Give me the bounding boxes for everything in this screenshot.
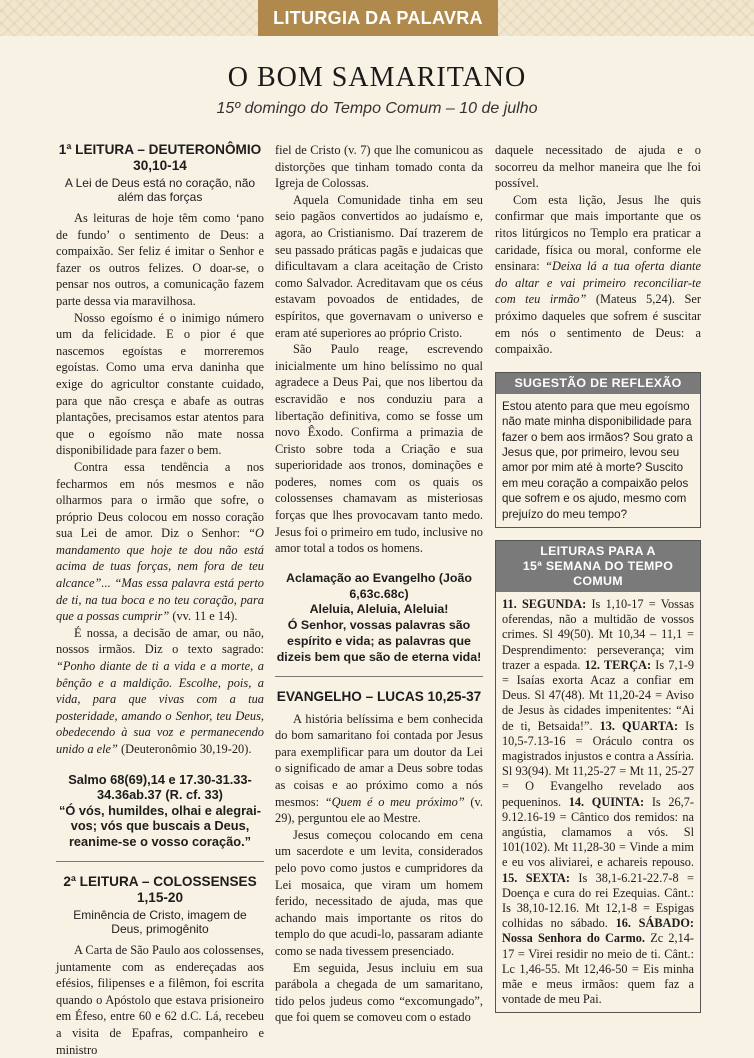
- day-label: 12. TERÇA:: [584, 657, 652, 672]
- title-line: 15ª SEMANA DO TEMPO COMUM: [522, 558, 674, 588]
- weekly-readings-title: [496, 541, 700, 592]
- column-3: [495, 142, 701, 1013]
- day-text: Is 38,1-6.21-22.7-8 = Doença e cura do rei Ezequias. Cânt.: Is 38,10-12.16. Mt 12,1-8 = Espigas colhidas no sábado.: [502, 870, 694, 931]
- reading1-paragraph: [56, 625, 264, 758]
- reading1-heading: 1ª LEITURA – DEUTERONÔMIO 30,10-14: [58, 142, 262, 173]
- title-line: LEITURAS PARA A: [540, 543, 656, 558]
- day-text: Is 7,1-9 = Isaías exorta Acaz a confiar em Deus. Sl 47(48). Mt 11,20-24 = Aviso de Jesus às cidades impenitentes: “Ai de ti, Betsaida!”.: [502, 657, 694, 733]
- reading2-paragraph: São Paulo reage, escrevendo inicialmente um hino belíssimo no qual agradece a Deus Pai, que nos libertou da escravidão e nos conduziu para a libertação definitiva, como se fosse um novo Êxodo. Confirma a primazia de Cristo sobre toda a Criação e sua superioridade aos tronos, dominações e poderes, nomes com os quais os colossenses chamavam as misteriosas forças que lhes provocavam tanto medo. Jesus foi o primeiro em tudo, inclusive no amor total a todos os homens.: [275, 342, 483, 556]
- text-span: (Mateus 5,24). Ser próximo daqueles que sofrem é suscitar em nós o sentimento de Deus: a compaixão.: [495, 292, 701, 357]
- text-span: É nossa, a decisão de amar, ou não, nossos irmãos. Diz o texto sagrado:: [56, 625, 264, 657]
- reflection-text: Estou atento para que meu egoísmo não mate minha disponibilidade para fazer o bem aos irmãos? Sou grato a Jesus que, por primeiro, levou seu amor por mim até à morte? Suscito em meu coração a compaixão pelos que sofrem e os ajudo, mesmo com prejuízo do meu tempo?: [502, 399, 693, 521]
- quote-span: “Deixa lá a tua oferta diante do altar e vai primeiro reconciliar-te com teu irmão”: [495, 259, 701, 307]
- reading1-paragraph: As leituras de hoje têm como ‘pano de fundo’ o sentimento de Deus: a compaixão. Ser feliz é imitar o Senhor e fazer os outros felizes. O doar-se, o pensar nos outros, a comunicação fazem parte dessa via maravilhosa.: [56, 211, 264, 308]
- reading1-paragraph: [56, 459, 264, 625]
- reading2-heading: 2ª LEITURA – COLOSSENSES 1,15-20: [63, 874, 257, 906]
- reading2-paragraph: Aquela Comunidade tinha em seu seio pagãos convertidos ao judaísmo e, agora, ao Cristianismo. Daí trazerem de seu passado práticas pagãs e judaicas que dificultavam a clara aceitação de Cristo como Salvador. Acreditavam que os céus estavam povoados de entidades, de espíritos, que governavam o universo e eram até superiores ao próprio Cristo.: [275, 192, 483, 340]
- day-label: 15. SEXTA:: [502, 870, 570, 885]
- text-span: (Deuteronômio 30,19-20).: [117, 742, 252, 756]
- quote-span: “Quem é o meu próximo”: [324, 794, 465, 809]
- text-span: (v. 29), perguntou ele ao Mestre.: [275, 794, 484, 826]
- gospel-heading: EVANGELHO – LUCAS 10,25-37: [276, 688, 482, 704]
- acclamation-line: Ó Senhor, vossas palavras são espírito e vida; as palavras que dizeis bem que são de eterna vida!: [276, 618, 482, 664]
- gospel-paragraph: [275, 711, 483, 827]
- reading1-subheading: A Lei de Deus está no coração, não além das forças: [64, 176, 256, 204]
- day-label: 11. SEGUNDA:: [502, 596, 587, 611]
- section-label: LITURGIA DA PALAVRA: [258, 0, 498, 36]
- page-subtitle: 15º domingo do Tempo Comum – 10 de julho: [216, 100, 538, 117]
- acclamation-block: [275, 571, 483, 666]
- text-span: Contra essa tendência a nos fecharmos em nós mesmos e não olharmos para o irmão que sofre, o próprio Deus colocou em nosso coração sua Lei de amor. Diz o Senhor:: [56, 459, 264, 541]
- psalm-reference: Salmo 68(69),14 e 17.30-31.33-34.36ab.37 (R. cf. 33): [68, 771, 252, 803]
- day-label: 14. QUINTA:: [568, 794, 645, 809]
- reading2-paragraph: A Carta de São Paulo aos colossenses, juntamente com as endereçadas aos efésios, filipenses e a filêmon, foi escrita quando o Apóstolo que estava prisioneiro em Éfeso, entre 60 e 62 d.C. Lá, recebeu a visita de Epafras, companheiro e ministro: [56, 943, 264, 1057]
- day-text: Is 10,5-7.13-16 = Oráculo contra os magistrados injustos e contra a Assíria. Sl 93(94). Mt 11,25-27 = Mt 11, 25-27 = O Evangelho revelado aos pequeninos.: [502, 718, 694, 809]
- day-label: 13. QUARTA:: [599, 718, 679, 733]
- column-2: [275, 142, 483, 1026]
- gospel-paragraph: [495, 192, 701, 358]
- acclamation-heading: Aclamação ao Evangelho (João 6,63c.68c): [286, 570, 472, 601]
- text-span: A história belíssima e bem conhecida do bom samaritano foi contada por Jesus para exemplificar para um doutor da Lei o significado de amar a Deus sobre todas as coisas e ao próximo como a nós mesmos:: [275, 711, 483, 809]
- reflection-box: [495, 372, 701, 528]
- acclamation-line: Aleluia, Aleluia, Aleluia!: [309, 602, 449, 617]
- reading2-subheading: Eminência de Cristo, imagem de Deus, primogênito: [73, 908, 247, 937]
- gospel-paragraph: Jesus começou colocando em cena um sacerdote e um levita, considerados pelo povo como justos e cumpridores da Lei mosaica, que viram um homem ferido, necessitado de ajuda, mas que achando mais importante os ritos do templo do que acudi-lo, passaram adiante como se nada tivessem presenciado.: [275, 827, 483, 958]
- gospel-paragraph-continued: daquele necessitado de ajuda e o socorreu da melhor maneira que lhe foi possível.: [495, 143, 701, 191]
- day-text: Is 1,10-17 = Vossas oferendas, não a multidão de vossos crimes. Sl 49(50). Mt 10,34 – 11,1 = Desprendimento: perseverança; vim trazer a espada.: [502, 596, 694, 672]
- psalm-response: “Ó vós, humildes, olhai e alegrai-vos; vós que buscais a Deus, reanime-se o vosso coração.”: [59, 802, 261, 849]
- day-label: 16. SÁBADO: Nossa Senhora do Carmo.: [502, 916, 694, 946]
- column-1: [56, 142, 264, 1058]
- weekly-readings-box: [495, 540, 701, 1013]
- quote-span: “Ponho diante de ti a vida e a morte, a bênção e a maldição. Escolhe, pois, a vida, para que vivas com a tua posteridade, amando o Senhor, teu Deus, obedecendo à sua voz e permanecendo unido a ele”: [56, 659, 264, 756]
- day-text: Is 26,7-9.12.16-19 = Cântico dos remidos: na angústia, clamamos a vós. Sl 101(102). Mt 11,28-30 = Vinde a mim e eu vos aliviarei, e achareis repouso.: [502, 794, 694, 870]
- day-text: Zc 2,14-17 = Virei residir no meio de ti. Cânt.: Lc 1,46-55. Mt 12,46-50 = Eis minha mãe e meus irmãos: quem faz a vontade de meu Pai.: [502, 931, 694, 1007]
- weekly-readings-text: [496, 592, 700, 1012]
- gospel-paragraph: Em seguida, Jesus incluiu em sua parábola a chegada de um samaritano, tido pelos judeus como “excomungado”, que foi quem se comoveu com o estado: [275, 960, 483, 1025]
- quote-span: “O mandamento que hoje te dou não está acima de tuas forças, nem fora de teu alcance”... “Mas essa palavra está perto de ti, na tua boca e no teu coração, para que a possas cumprir”: [56, 526, 264, 624]
- reading2-paragraph-continued: fiel de Cristo (v. 7) que lhe comunicou as distorções que tinham tomado conta da Igreja de Colossas.: [275, 143, 483, 191]
- divider: [56, 861, 264, 862]
- divider: [275, 676, 483, 677]
- reading1-paragraph: Nosso egoísmo é o inimigo número um da felicidade. E o pior é que nascemos egoístas e morreremos egoístas. Como uma erva daninha que exige do agricultor constante cuidado, para que não cresça e abafe as outras plantações, precisamos estar atentos para que o egoísmo não mate nossa disponibilidade para fazer o bem.: [56, 310, 264, 458]
- text-span: (vv. 11 e 14).: [169, 609, 238, 624]
- psalm-block: [56, 772, 264, 850]
- text-span: Com esta lição, Jesus lhe quis confirmar que mais importante que os ritos litúrgicos no Templo era praticar a caridade, física ou moral, conforme ele ensinara:: [495, 192, 701, 274]
- page-title: O BOM SAMARITANO: [227, 62, 527, 93]
- reflection-title: SUGESTÃO DE REFLEXÃO: [496, 373, 700, 394]
